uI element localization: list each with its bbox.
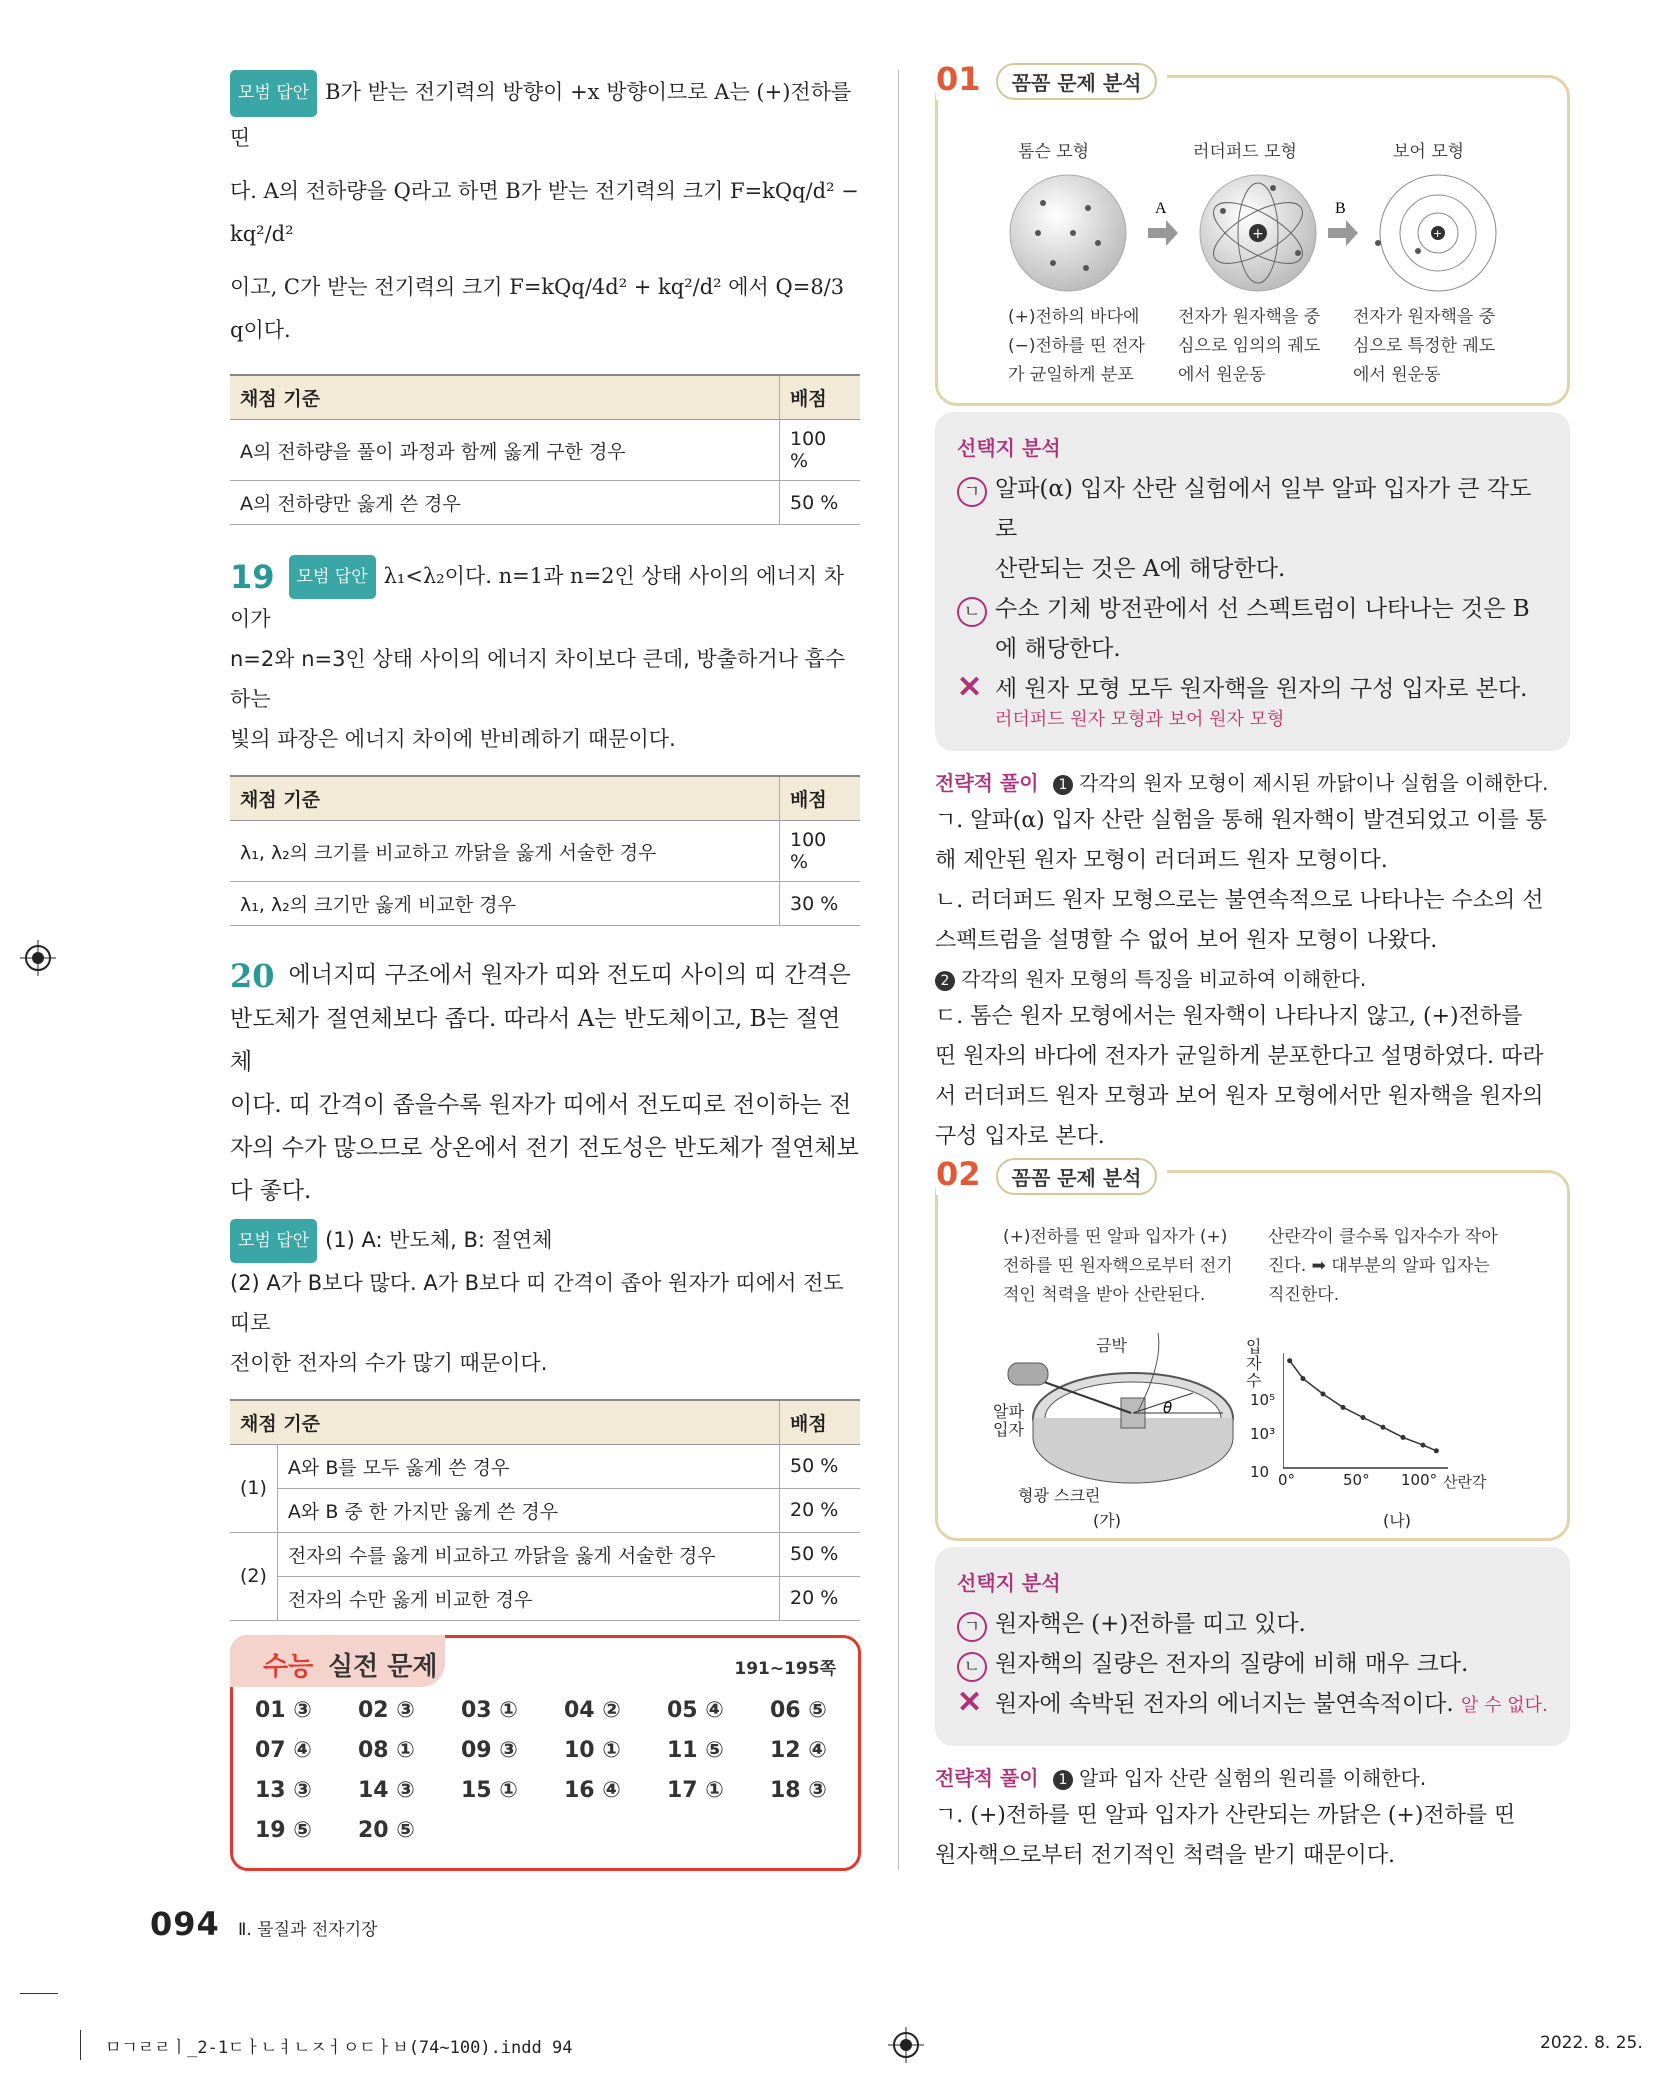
data-point xyxy=(1301,1376,1306,1381)
answer-item: 09 ③ xyxy=(461,1738,518,1763)
left-column xyxy=(230,70,860,1621)
data-point xyxy=(1321,1391,1326,1396)
strategy-01: 전략적 풀이 1 각각의 원자 모형이 제시된 까닭이나 실험을 이해한다. ㄱ. 알파(α) 입자 산란 실험을 통해 원자핵이 발견되었고 이를 통 해 제안된 원자 모형이 러더퍼드 원자 모형이다. ㄴ. 러더퍼드 원자 모형으로는 불연속적으로 나타나는 수소의 선 스펙트럼을 설명할 수 없어 보어 원자 모형이 나왔다. 2 각각의 원자 모형의 특징을 비교하여 이해한다. ㄷ. 톰슨 원자 모형에서는 원자핵이 나타나지 않고, (+)전하를 띤 원자의 바다에 전자가 균일하게 분포한다고 설명하였다. 따라 서 러더퍼드 원자 모형과 보어 원자 모형에서만 원자핵을 원자의 구성 입자로 본다. xyxy=(935,771,1549,1149)
y-tick-label: 10³ xyxy=(1250,1425,1276,1443)
q18-score-table xyxy=(230,374,860,525)
graph-xlabel: 산란각 xyxy=(1443,1473,1487,1491)
question-number: 20 xyxy=(230,956,275,995)
arrow-a-icon xyxy=(1148,220,1178,246)
annotation-scatter-count: 산란각이 클수록 입자수가 작아 진다. ➡ 대부분의 알파 입자는 직진한다. xyxy=(1268,1227,1498,1305)
answer-item: 20 ⑤ xyxy=(358,1818,415,1843)
answer-key-label-b: 실전 문제 xyxy=(328,1652,438,1682)
answer-item: 06 ⑤ xyxy=(770,1698,827,1723)
table-header: 배점 xyxy=(780,1400,861,1445)
answer-item: 10 ① xyxy=(564,1738,621,1763)
analysis-frame-01 xyxy=(935,60,1570,406)
arrow-b-icon xyxy=(1328,220,1358,246)
data-point xyxy=(1434,1448,1439,1453)
answer-item: 16 ④ xyxy=(564,1778,621,1803)
table-row: A의 전하량만 옳게 쓴 경우 50 % xyxy=(230,481,860,525)
table-header: 배점 xyxy=(780,776,861,821)
q20-answer-2a: (2) A가 B보다 많다. A가 B보다 띠 간격이 좁아 원자가 띠에서 전도띠로 xyxy=(230,1270,844,1335)
model-label-thomson: 톰슨 모형 xyxy=(1018,142,1090,162)
choice-item: ㄴ 수소 기체 방전관에서 선 스펙트럼이 나타나는 것은 B 에 해당한다. xyxy=(957,589,1548,669)
table-row: (1) A와 B를 모두 옳게 쓴 경우 50 % xyxy=(230,1444,860,1488)
problem-number: 01 xyxy=(936,60,981,98)
answer-item: 01 ③ xyxy=(255,1698,312,1723)
answer-item: 17 ① xyxy=(667,1778,724,1803)
svg-text:+: + xyxy=(1433,227,1443,240)
problem-02 xyxy=(935,1155,1570,1876)
analysis-tag: 꼼꼼 문제 분석 xyxy=(996,63,1158,100)
answer-item: 07 ④ xyxy=(255,1738,312,1763)
wrong-x-icon: ✕ xyxy=(957,670,983,705)
table-row: 전자의 수만 옳게 비교한 경우 20 % xyxy=(230,1576,860,1620)
file-name: ㅁㄱㄹㄹㅣ_2-1ㄷㅏㄴㅕㄴㅈㅓㅇㄷㅏㅂ(74~100).indd 94 xyxy=(105,2038,573,2058)
strategy-label: 전략적 풀이 xyxy=(935,1766,1039,1790)
choice-analysis-title: 선택지 분석 xyxy=(957,436,1061,460)
section-title: Ⅱ. 물질과 전자기장 xyxy=(238,1920,378,1940)
registration-mark-icon xyxy=(20,940,56,976)
answer-key-label-a: 수능 xyxy=(263,1652,314,1682)
data-point xyxy=(1421,1443,1426,1448)
model-label-rutherford: 러더퍼드 모형 xyxy=(1193,142,1297,162)
correct-circle-icon: ㄴ xyxy=(957,1652,987,1682)
q18-line1: 모범 답안 B가 받는 전기력의 방향이 +x 방향이므로 A는 (+)전하를 띤 xyxy=(230,70,860,160)
choice-item: ㄱ 알파(α) 입자 산란 실험에서 일부 알파 입자가 큰 각도로 산란되는 것은 A에 해당한다. xyxy=(957,469,1548,589)
step-1-icon: 1 xyxy=(1053,775,1073,795)
table-header: 채점 기준 xyxy=(230,375,780,420)
wrong-x-icon: ✕ xyxy=(957,1685,983,1720)
data-point xyxy=(1341,1405,1346,1410)
choice-analysis-title: 선택지 분석 xyxy=(957,1571,1061,1595)
model-label-bohr: 보어 모형 xyxy=(1393,142,1465,162)
caption-na: (나) xyxy=(1383,1511,1411,1530)
q18-answer xyxy=(230,70,860,352)
q19-line2: n=2와 n=3인 상태 사이의 에너지 차이보다 큰데, 방출하거나 흡수하는 xyxy=(230,647,846,711)
choice-item: ✕ 원자에 속박된 전자의 에너지는 불연속적이다. 알 수 없다. xyxy=(957,1685,1548,1720)
choice-analysis-02 xyxy=(935,1547,1570,1746)
correct-circle-icon: ㄴ xyxy=(957,597,987,627)
q18-line3: 이고, C가 받는 전기력의 크기 F=kQq/4d² + kq²/d² 에서 Q=8/3 q이다. xyxy=(230,275,845,342)
y-tick-label: 10 xyxy=(1250,1463,1270,1481)
label-gold-foil: 금박 xyxy=(1096,1336,1127,1355)
answer-item: 05 ④ xyxy=(667,1698,724,1723)
arrow-b-label: B xyxy=(1335,200,1346,217)
annotation-repulsion: (+)전하를 띤 알파 입자가 (+) 전하를 띤 원자핵으로부터 전기 적인 척력을 받아 산란된다. xyxy=(1003,1227,1233,1305)
data-point xyxy=(1287,1358,1292,1363)
answer-item: 04 ② xyxy=(564,1698,621,1723)
answer-item: 08 ① xyxy=(358,1738,415,1763)
model-answer-badge: 모범 답안 xyxy=(230,1219,317,1263)
x-tick-label: 0° xyxy=(1278,1471,1296,1489)
choice-analysis-01 xyxy=(935,412,1570,751)
correct-circle-icon: ㄱ xyxy=(957,477,987,507)
rutherford-model-icon xyxy=(1200,175,1316,291)
arrow-a-label: A xyxy=(1155,200,1167,217)
q20-explanation: 20 에너지띠 구조에서 원자가 띠와 전도띠 사이의 띠 간격은 반도체가 절연체보다 좁다. 따라서 A는 반도체이고, B는 절연체 이다. 띠 간격이 좁을수록 원자가 띠에서 전도띠로 전이하는 전 자의 수가 많으므로 상온에서 전기 전도성은 반도체가 절연체보 다 좋다. xyxy=(230,956,859,1204)
choice-item: ㄱ 원자핵은 (+)전하를 띠고 있다. xyxy=(957,1604,1548,1644)
problem-01 xyxy=(935,60,1570,1157)
answer-key-box xyxy=(230,1635,861,1871)
rutherford-desc: 전자가 원자핵을 중 심으로 임의의 궤도 에서 원운동 xyxy=(1178,307,1321,385)
thomson-desc: (+)전하의 바다에 (−)전하를 띤 전자 가 균일하게 분포 xyxy=(1008,307,1145,385)
correct-circle-icon: ㄱ xyxy=(957,1612,987,1642)
print-date: 2022. 8. 25. xyxy=(1540,2033,1643,2053)
choice-item: ㄴ 원자핵의 질량은 전자의 질량에 비해 매우 크다. xyxy=(957,1644,1548,1684)
x-tick-label: 50° xyxy=(1343,1471,1370,1489)
alpha-source-icon xyxy=(1008,1363,1048,1385)
analysis-frame-02 xyxy=(935,1155,1570,1541)
table-row: λ₁, λ₂의 크기만 옳게 비교한 경우 30 % xyxy=(230,882,860,926)
answer-item: 18 ③ xyxy=(770,1778,827,1803)
table-row: A와 B 중 한 가지만 옳게 쓴 경우 20 % xyxy=(230,1488,860,1532)
q20-answer-1: 모범 답안 (1) A: 반도체, B: 절연체 xyxy=(230,1219,860,1263)
strategy-02: 전략적 풀이 1 알파 입자 산란 실험의 원리를 이해한다. ㄱ. (+)전하를 띤 알파 입자가 산란되는 까닭은 (+)전하를 띤 원자핵으로부터 전기적인 척력을 받기 때문이다. xyxy=(935,1766,1516,1868)
problem-number: 02 xyxy=(936,1155,981,1193)
table-row: A의 전하량을 풀이 과정과 함께 옳게 구한 경우 100 % xyxy=(230,420,860,481)
thomson-model-icon xyxy=(1010,175,1126,291)
table-header: 채점 기준 xyxy=(230,1400,780,1445)
answer-item: 19 ⑤ xyxy=(255,1818,312,1843)
caption-ga: (가) xyxy=(1093,1511,1121,1530)
answer-item: 13 ③ xyxy=(255,1778,312,1803)
q19-answer xyxy=(230,555,860,759)
crop-mark xyxy=(80,2030,81,2060)
q18-line2: 다. A의 전하량을 Q라고 하면 B가 받는 전기력의 크기 F=kQq/d² − kq²/d² xyxy=(230,179,859,246)
step-1-icon: 1 xyxy=(1053,1770,1073,1790)
column-divider xyxy=(898,70,899,1870)
answer-item: 03 ① xyxy=(461,1698,518,1723)
scattering-graph xyxy=(1283,1353,1453,1473)
bohr-desc: 전자가 원자핵을 중 심으로 특정한 궤도 에서 원운동 xyxy=(1353,307,1496,385)
answer-item: 14 ③ xyxy=(358,1778,415,1803)
data-point xyxy=(1361,1415,1366,1420)
answer-item: 02 ③ xyxy=(358,1698,415,1723)
registration-mark-icon xyxy=(888,2027,924,2063)
table-row: λ₁, λ₂의 크기를 비교하고 까닭을 옳게 서술한 경우 100 % xyxy=(230,821,860,882)
q19-line3: 빛의 파장은 에너지 차이에 반비례하기 때문이다. xyxy=(230,727,676,751)
question-number: 19 xyxy=(230,558,275,596)
step-2-icon: 2 xyxy=(935,971,955,991)
table-header: 배점 xyxy=(780,375,861,420)
answer-item: 12 ④ xyxy=(770,1738,827,1763)
label-alpha-particle: 알파 입자 xyxy=(993,1402,1024,1439)
data-point xyxy=(1401,1435,1406,1440)
q20-answer-2b: 전이한 전자의 수가 많기 때문이다. xyxy=(230,1350,548,1375)
svg-text:+: + xyxy=(1252,226,1264,242)
strategy-label: 전략적 풀이 xyxy=(935,771,1039,795)
model-answer-badge: 모범 답안 xyxy=(230,70,317,117)
table-header: 채점 기준 xyxy=(230,776,780,821)
answer-item: 15 ① xyxy=(461,1778,518,1803)
analysis-tag: 꼼꼼 문제 분석 xyxy=(996,1158,1158,1195)
page-number: 094 xyxy=(150,1905,220,1943)
table-row: (2) 전자의 수를 옳게 비교하고 까닭을 옳게 서술한 경우 50 % xyxy=(230,1532,860,1576)
bohr-model-icon xyxy=(1375,175,1496,291)
atom-models-diagram xyxy=(998,173,1538,303)
model-answer-badge: 모범 답안 xyxy=(289,555,376,599)
x-tick-label: 100° xyxy=(1401,1471,1438,1489)
q20-score-table xyxy=(230,1399,860,1621)
choice-item: ✕ 세 원자 모형 모두 원자핵을 원자의 구성 입자로 본다. 러더퍼드 원자 모형과 보어 원자 모형 xyxy=(957,670,1528,730)
data-point xyxy=(1381,1425,1386,1430)
answer-key-pages: 191~195쪽 xyxy=(734,1659,836,1679)
answer-item: 11 ⑤ xyxy=(667,1738,724,1763)
svg-text:θ: θ xyxy=(1163,1399,1173,1417)
label-fluorescent-screen: 형광 스크린 xyxy=(1018,1486,1101,1505)
graph-ylabel: 입자수 xyxy=(1246,1337,1262,1390)
q19-score-table xyxy=(230,775,860,926)
q19-line1: 19 모범 답안 λ₁<λ₂이다. n=1과 n=2인 상태 사이의 에너지 차이가 xyxy=(230,555,860,639)
y-tick-label: 10⁵ xyxy=(1250,1391,1276,1409)
crop-mark xyxy=(20,1993,58,1994)
